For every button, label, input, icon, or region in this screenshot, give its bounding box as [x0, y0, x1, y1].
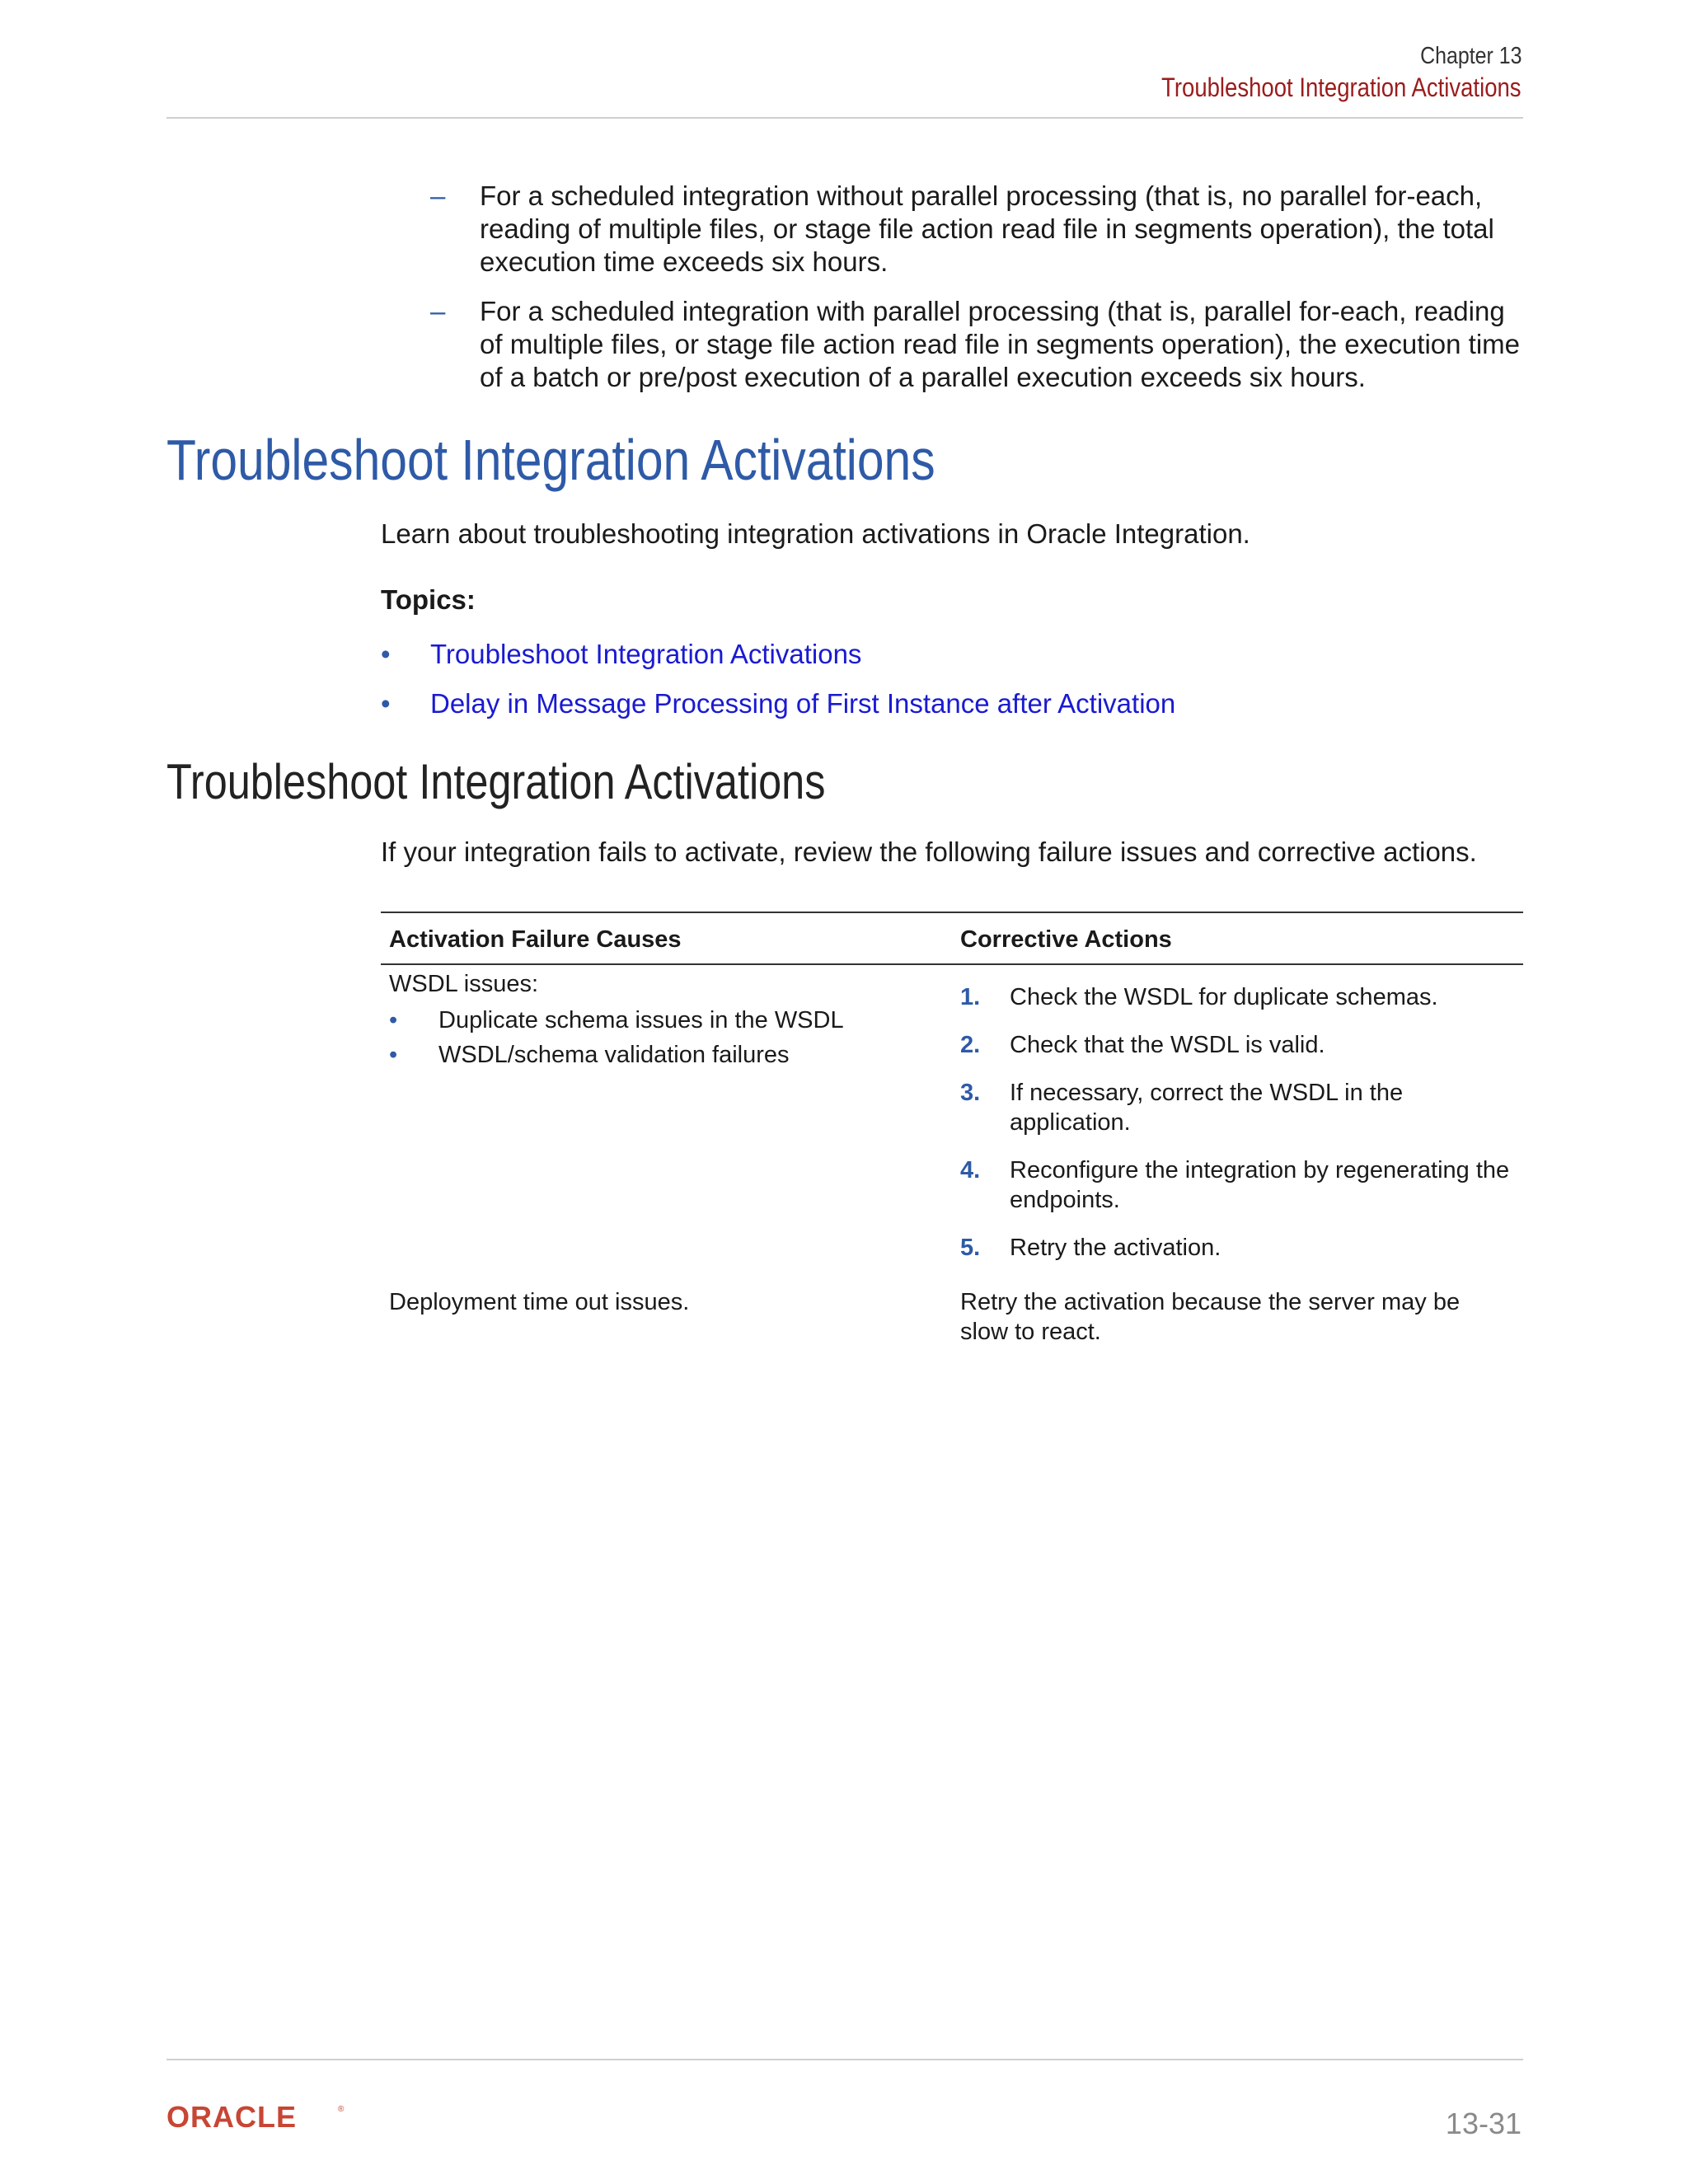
- dash-list: [429, 180, 1525, 410]
- step-item: [960, 1078, 1521, 1137]
- section-intro: Learn about troubleshooting integration activations in Oracle Integration.: [381, 518, 1250, 549]
- topic-item: [381, 638, 1175, 671]
- dash-list-item: [429, 180, 1525, 279]
- step-item: [960, 1155, 1521, 1215]
- bullet-icon: •: [389, 1042, 398, 1068]
- step-number: 3.: [960, 1080, 981, 1106]
- dash-bullet: –: [430, 296, 446, 326]
- corrective-steps: [960, 982, 1521, 1281]
- step-text: If necessary, correct the WSDL in the application.: [1010, 1080, 1404, 1136]
- header-chapter: Chapter 13: [1419, 43, 1522, 69]
- section-heading-main: Troubleshoot Integration Activations: [166, 428, 935, 492]
- step-text: Check that the WSDL is valid.: [1010, 1032, 1325, 1058]
- footer-divider: [166, 2059, 1523, 2060]
- table-top-rule: [381, 912, 1523, 913]
- dash-item-text: For a scheduled integration with parallel processing (that is, parallel for-each, reading of multiple files, or stage file action read file in segments operation), the execution time of a batch or pre/post execution of a parallel execution exceeds six hours.: [480, 296, 1520, 392]
- step-item: [960, 1030, 1521, 1060]
- topics-list: [381, 638, 1175, 737]
- table-header-actions: Corrective Actions: [960, 926, 1172, 953]
- step-text: Reconfigure the integration by regenerating the endpoints.: [1010, 1157, 1510, 1213]
- bullet-icon: •: [389, 1007, 398, 1033]
- list-item: [389, 1005, 844, 1035]
- step-number: 4.: [960, 1157, 981, 1183]
- cause-deployment-timeout: Deployment time out issues.: [389, 1289, 690, 1315]
- cause-item-text: WSDL/schema validation failures: [438, 1042, 790, 1068]
- table-header-causes: Activation Failure Causes: [389, 926, 682, 953]
- topics-label: Topics:: [381, 584, 476, 615]
- cause-item-text: Duplicate schema issues in the WSDL: [438, 1007, 844, 1033]
- dash-item-text: For a scheduled integration without parallel processing (that is, no parallel for-each, reading of multiple files, or stage file action read file in segments operation), the total execution time exceeds six hours.: [480, 180, 1494, 277]
- section-heading-sub: Troubleshoot Integration Activations: [166, 754, 826, 809]
- cause-wsdl-title: WSDL issues:: [389, 971, 539, 997]
- bullet-icon: •: [381, 688, 391, 719]
- step-text: Check the WSDL for duplicate schemas.: [1010, 984, 1438, 1010]
- action-retry: Retry the activation because the server may be slow to react.: [960, 1289, 1461, 1345]
- step-text: Retry the activation.: [1010, 1235, 1221, 1261]
- svg-text:ORACLE: ORACLE: [166, 2103, 297, 2131]
- section2-intro: If your integration fails to activate, review the following failure issues and corrective actions.: [381, 837, 1477, 867]
- dash-bullet: –: [430, 180, 446, 211]
- oracle-logo: [166, 2103, 348, 2135]
- oracle-logo-icon: [166, 2103, 348, 2131]
- header-divider: [166, 117, 1523, 119]
- topic-link-delay-first-instance[interactable]: Delay in Message Processing of First Instance after Activation: [430, 688, 1176, 719]
- step-item: [960, 1233, 1521, 1263]
- topic-link-troubleshoot-activations[interactable]: Troubleshoot Integration Activations: [430, 639, 862, 669]
- dash-list-item: [429, 295, 1525, 394]
- table-header-rule: [381, 963, 1523, 965]
- step-number: 5.: [960, 1235, 981, 1261]
- svg-text:®: ®: [338, 2105, 345, 2114]
- step-number: 1.: [960, 984, 981, 1010]
- bullet-icon: •: [381, 639, 391, 669]
- cause-wsdl-list: [389, 1005, 844, 1075]
- header-section-title: Troubleshoot Integration Activations: [1161, 73, 1522, 102]
- topic-item: [381, 687, 1175, 720]
- step-number: 2.: [960, 1032, 981, 1058]
- list-item: [389, 1040, 844, 1070]
- step-item: [960, 982, 1521, 1012]
- page-number: 13-31: [1445, 2107, 1522, 2140]
